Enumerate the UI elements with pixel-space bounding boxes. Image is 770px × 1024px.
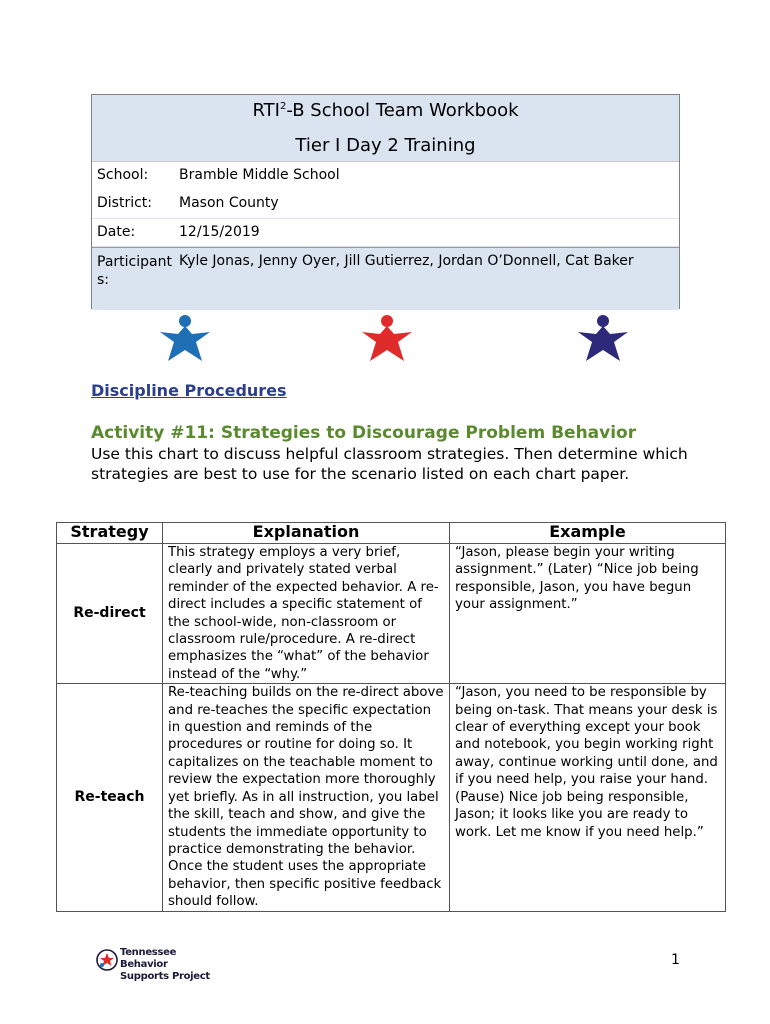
star-figures bbox=[0, 312, 770, 362]
district-value: Mason County bbox=[179, 195, 279, 211]
table-row bbox=[57, 684, 726, 911]
table-header-row bbox=[57, 523, 726, 544]
strategies-table bbox=[56, 522, 726, 912]
strategy-cell: Re-direct bbox=[57, 544, 163, 684]
participants-label: Participants: bbox=[97, 254, 172, 288]
workbook-title: RTI$^2$-B School Team Workbook bbox=[252, 100, 519, 121]
training-subtitle: Tier I Day 2 Training bbox=[295, 135, 476, 156]
example-cell: “Jason, you need to be responsible by being on-task. That means your desk is clear of everything except your book and notebook, you begin working right away, continue working until done, and if you need help, you raise your hand. (Pause) Nice job being responsible, Jason; it looks like you are ready to work. Let me know if you need help.” bbox=[450, 684, 726, 911]
logo-line-2: Supports Project bbox=[120, 971, 210, 982]
school-label: School: bbox=[97, 167, 149, 183]
participants-value: Kyle Jonas, Jenny Oyer, Jill Gutierrez, Jordan O’Donnell, Cat Baker bbox=[179, 253, 634, 269]
date-value: 12/15/2019 bbox=[179, 224, 260, 240]
district-row bbox=[92, 190, 679, 218]
logo-line-1: Tennessee Behavior bbox=[120, 947, 177, 970]
header-box bbox=[91, 94, 680, 309]
district-label: District: bbox=[97, 195, 153, 211]
activity-title: Activity #11: Strategies to Discourage Problem Behavior bbox=[91, 423, 637, 443]
star-blue-icon bbox=[158, 312, 212, 362]
header-strategy: Strategy bbox=[57, 523, 163, 544]
explanation-cell: Re-teaching builds on the re-direct above and re-teaches the specific expectation in question and reminds of the procedures or routine for doing so. It capitalizes on the teachable moment to review the expectation more thoroughly yet briefly. As in all instruction, you label the skill, teach and show, and give the students the immediate opportunity to practice demonstrating the behavior. Once the student uses the appropriate behavior, then specific positive feedback should follow. bbox=[163, 684, 450, 911]
example-cell: “Jason, please begin your writing assignment.” (Later) “Nice job being responsible, Jason, you have begun your assignment.” bbox=[450, 544, 726, 684]
tbsp-logo-icon bbox=[96, 947, 118, 973]
star-navy-icon bbox=[576, 312, 630, 362]
tbsp-logo bbox=[96, 946, 216, 982]
page-number: 1 bbox=[671, 952, 680, 968]
section-title: Discipline Procedures bbox=[91, 381, 287, 400]
participants-row bbox=[92, 247, 679, 310]
header-example: Example bbox=[450, 523, 726, 544]
star-red-icon bbox=[360, 312, 414, 362]
explanation-cell: This strategy employs a very brief, clearly and privately stated verbal reminder of the expected behavior. A re-direct includes a specific statement of the school-wide, non-classroom or classroom rule/procedure. A re-direct emphasizes the “what” of the behavior instead of the “why.” bbox=[163, 544, 450, 684]
strategy-cell: Re-teach bbox=[57, 684, 163, 911]
school-row bbox=[92, 161, 679, 190]
table-row bbox=[57, 544, 726, 684]
school-value: Bramble Middle School bbox=[179, 167, 340, 183]
intro-text: Use this chart to discuss helpful classroom strategies. Then determine which strategies are best to use for the scenario listed on each chart paper. bbox=[91, 445, 688, 483]
header-explanation: Explanation bbox=[163, 523, 450, 544]
date-label: Date: bbox=[97, 224, 136, 240]
date-row bbox=[92, 219, 679, 246]
logo-text bbox=[120, 947, 216, 983]
